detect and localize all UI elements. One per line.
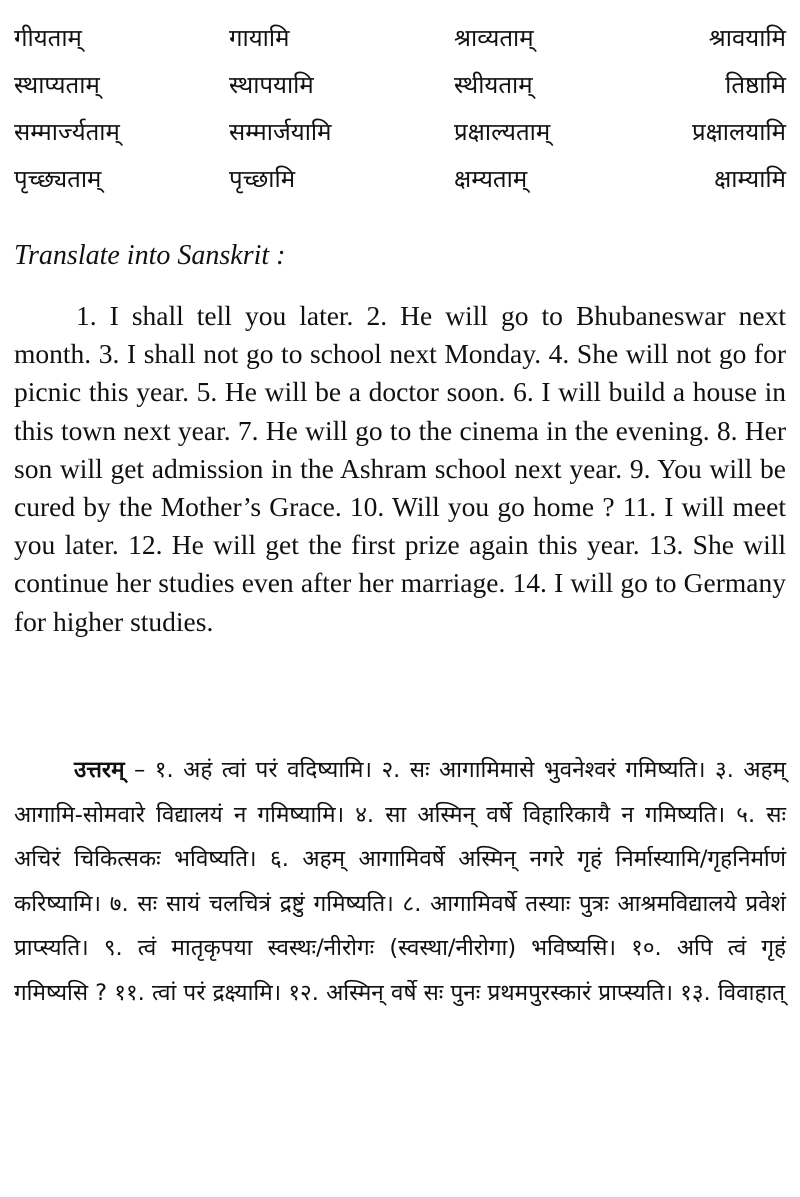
vocab-cell: प्रक्षालयामि <box>691 118 786 146</box>
vocab-cell: स्थीयताम् <box>454 71 533 99</box>
exercise-heading: Translate into Sanskrit : <box>14 240 286 271</box>
vocab-cell: गायामि <box>229 24 290 52</box>
vocab-cell: श्राव्यताम् <box>454 24 534 52</box>
vocab-cell: स्थाप्यताम् <box>14 71 100 99</box>
answer-paragraph <box>14 748 786 1015</box>
vocab-row <box>14 108 786 155</box>
vocab-cell: क्षाम्यामि <box>714 165 786 193</box>
vocab-cell: श्रावयामि <box>708 24 786 52</box>
vocab-row <box>14 61 786 108</box>
vocab-cell: स्थापयामि <box>229 71 314 99</box>
answer-text: १. अहं त्वां परं वदिष्यामि। २. सः आगामिमासे भुवनेश्वरं गमिष्यति। ३. अहम् आगामि-सोमवारे विद्यालयं न गमिष्यामि। ४. सा अस्मिन् वर्षे विहारिकायै न गमिष्यति। ५. सः अचिरं चिकित्सकः भविष्यति। ६. अहम् आगामिवर्षे अस्मिन् नगरे गृहं निर्मास्यामि/गृहनिर्माणं करिष्यामि। ७. सः सायं चलचित्रं द्रष्टुं गमिष्यति। ८. आगामिवर्षे तस्याः पुत्रः आश्रमविद्यालये प्रवेशं प्राप्स्यति। ९. त्वं मातृकृपया स्वस्थः/नीरोगः (स्वस्था/नीरोगा) भविष्यसि। १०. अपि त्वं गृहं गमिष्यसि ? ११. त्वां परं द्रक्ष्यामि। १२. अस्मिन् वर्षे सः पुनः प्रथमपुरस्कारं प्राप्स्यति। १३. विवाहात् <box>14 757 786 1006</box>
vocab-cell: गीयताम् <box>14 24 82 52</box>
vocab-cell: तिष्ठामि <box>725 71 786 99</box>
vocab-row <box>14 155 786 202</box>
vocab-cell: प्रक्षाल्यताम् <box>454 118 551 146</box>
exercise-paragraph <box>14 297 786 641</box>
vocab-cell: पृच्छामि <box>229 165 296 193</box>
vocab-row <box>14 14 786 61</box>
vocab-cell: सम्मार्ज्यताम् <box>14 118 120 146</box>
answer-dash: – <box>124 757 155 783</box>
vocab-cell: क्षम्यताम् <box>454 165 528 193</box>
vocabulary-table <box>14 14 786 202</box>
answer-label: उत्तरम् <box>74 757 125 783</box>
vocab-cell: पृच्छ्यताम् <box>14 165 102 193</box>
answer-body <box>14 748 786 1015</box>
exercise-text: 1. I shall tell you later. 2. He will go to Bhubaneswar next month. 3. I shall not go to school next Monday. 4. She will not go for picnic this year. 5. He will be a doctor soon. 6. I will build a house in this town next year. 7. He will go to the cinema in the evening. 8. Her son will get admission in the Ashram school next year. 9. You will be cured by the Mother’s Grace. 10. Will you go home ? 11. I will meet you later. 12. He will get the first prize again this year. 13. She will continue her studies even after her marriage. 14. I will go to Germany for higher studies. <box>14 300 786 637</box>
vocab-cell: सम्मार्जयामि <box>229 118 332 146</box>
